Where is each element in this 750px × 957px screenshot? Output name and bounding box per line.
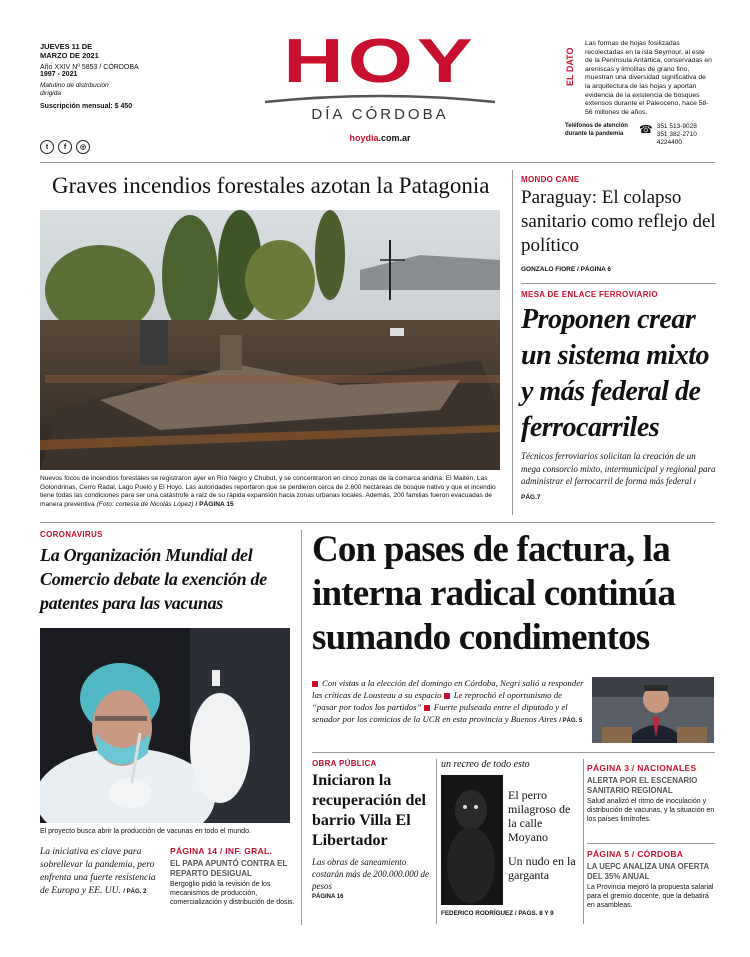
recreo-kicker: un recreo de todo esto xyxy=(441,759,530,770)
mondo-cane-kicker: MONDO CANE xyxy=(521,175,580,184)
p3-story xyxy=(587,763,715,824)
recreo-item-2[interactable]: Un nudo en la garganta xyxy=(508,854,576,882)
politician-photo xyxy=(592,677,714,743)
recreo-items xyxy=(508,788,578,882)
phone-1[interactable]: 351 513-9028 xyxy=(656,123,697,131)
el-dato-text: Las formas de hojas fosilizadas recolectadas en la isla Seymour, al este de la Península Antártica, conservadas en areniscas y limolitas de grano fino, muestran una diversidad significativa de la arquitectura de las hojas y aportan evidencia de la existencia de bosques extensos durante el Paleoceno, hace 58-56 millones de años. xyxy=(585,40,712,116)
left-column-divider xyxy=(301,530,302,925)
radical-bullet-1: Con vistas a la elección del domingo en Córdoba, Negri salió a responder las críticas de Lousteau a su espacio xyxy=(312,678,584,700)
coronavirus-body-text: La iniciativa es clave para sobrellevar la pandemia, pero enfrenta una fuerte resistencia de Europa y EE. UU. xyxy=(40,847,156,896)
lead-caption xyxy=(40,475,500,509)
p3-kicker[interactable]: PÁGINA 3 / NACIONALES xyxy=(587,763,697,773)
logo-block xyxy=(260,27,500,143)
subscription: Suscripción mensual: $ 450 xyxy=(40,103,133,110)
recreo-byline: FEDERICO RODRÍGUEZ / PAGS. 8 Y 9 xyxy=(441,910,554,917)
phone-block xyxy=(565,123,715,147)
bullet-icon xyxy=(444,693,450,699)
tagline: Matutino de distribución dirigida xyxy=(40,82,109,97)
coronavirus-page[interactable]: / PÁG. 2 xyxy=(123,889,147,895)
edition-number: Año XXIV Nº 5853 / CÓRDOBA xyxy=(40,64,139,71)
ferro-headline[interactable]: Proponen crear un sistema mixto y más federal de ferrocarriles xyxy=(521,304,710,443)
lead-photo xyxy=(40,210,500,470)
radical-bullet-3: Fuerte pulseada entre el diputado y el senador por los comicios de la UCR en esta provincia y Buenos Aires xyxy=(312,702,568,724)
vaccine-caption: El proyecto busca abrir la producción de vacunas en todo el mundo. xyxy=(40,828,251,835)
radical-divider xyxy=(312,752,715,753)
ferro-page[interactable]: / PÁG.7 xyxy=(521,479,696,501)
el-dato-label: EL DATO xyxy=(565,47,575,86)
coronavirus-story xyxy=(40,530,295,615)
p3-divider xyxy=(587,843,715,844)
coronavirus-headline[interactable]: La Organización Mundial del Comercio debate la exención de patentes para las vacunas xyxy=(40,545,267,613)
p14-body: Bergoglio pidió la revisión de los mecanismos de producción, comercialización y distribución de dosis. xyxy=(170,881,295,906)
obra-headline[interactable]: Iniciaron la recuperación del barrio Villa El Libertador xyxy=(312,772,426,849)
mondo-cane xyxy=(521,175,716,273)
lead-headline[interactable]: Graves incendios forestales azotan la Patagonia xyxy=(52,173,490,198)
twitter-icon[interactable]: t xyxy=(40,140,54,154)
facebook-icon[interactable]: f xyxy=(58,140,72,154)
logo[interactable]: HOY xyxy=(283,27,477,96)
obra-story xyxy=(312,759,432,900)
recreo-divider xyxy=(583,759,584,924)
edition-date: JUEVES 11 DE MARZO DE 2021 xyxy=(40,42,99,60)
ferro-story xyxy=(521,290,716,504)
instagram-icon[interactable]: ◎ xyxy=(76,140,90,154)
mondo-cane-byline: GONZALO FIORE / PÁGINA 6 xyxy=(521,266,612,273)
coronavirus-kicker: CORONAVIRUS xyxy=(40,530,103,539)
ferro-body-text: Técnicos ferroviarios solicitan la creación de un mega consorcio mixto, intermunicipal y regional para administrar el ferrocarril de forma más federal xyxy=(521,451,716,486)
phone-3[interactable]: 4224400 xyxy=(656,139,683,147)
phone-icon: ☎ xyxy=(639,124,653,137)
lead-caption-text: Nuevos focos de incendios forestales se registraron ayer en Río Negro y Chubut, y se concentraron en cinco zonas de la comarca andina: El Maitén, Las Golondrinas, Cerro Radal, Lago Puelo y El Hoyo. Las autoridades reportaron que se perdieron cerca de 2.600 hectáreas de bosque nativo y que el incendio tiene todas las condiciones para ser una catástrofe a raíz de su rápida expansión hacia zonas urbanas locales. Además, 200 familias fueron evacuadas de manera preventiva xyxy=(40,475,496,508)
obra-divider xyxy=(436,759,437,924)
radical-bullets xyxy=(312,677,584,727)
ferro-body xyxy=(521,450,716,504)
coronavirus-body xyxy=(40,846,160,899)
p5-body: La Provincia mejoró la propuesta salarial para el gremio docente, que la debatirá en asambleas. xyxy=(587,884,714,909)
p14-kicker[interactable]: PÁGINA 14 / INF. GRAL. xyxy=(170,846,273,856)
website-link[interactable]: hoydia.com.ar xyxy=(349,133,411,143)
radical-bullet-2: Le reprochó el oportunismo de “pasar por todos los partidos” xyxy=(312,690,563,712)
bullet-icon xyxy=(424,705,430,711)
p3-body: Salud analizó el ritmo de inoculación y distribución de vacunas, y la situación en los países limítrofes. xyxy=(587,798,715,823)
obra-page[interactable]: PÁGINA 16 xyxy=(312,894,344,900)
obra-kicker: OBRA PÚBLICA xyxy=(312,759,377,768)
p14-headline[interactable]: EL PAPA APUNTÓ CONTRA EL REPARTO DESIGUAL xyxy=(170,859,288,878)
lead-caption-credit: (Foto: cortesía de Nicolás López) xyxy=(96,500,194,508)
radical-page[interactable]: / PÁG. 5 xyxy=(559,718,583,724)
lead-caption-page[interactable]: / PÁGINA 15 xyxy=(195,500,234,508)
masthead-info xyxy=(40,42,160,110)
recreo-story xyxy=(441,759,578,770)
p5-headline[interactable]: LA UEPC ANALIZA UNA OFERTA DEL 35% ANUAL xyxy=(587,862,709,881)
mondo-divider xyxy=(521,283,716,284)
dog-photo xyxy=(441,775,503,905)
section-divider xyxy=(40,522,715,523)
p3-headline[interactable]: ALERTA POR EL ESCENARIO SANITARIO REGIONAL xyxy=(587,776,698,795)
mondo-cane-headline[interactable]: Paraguay: El colapso sanitario como reflejo del político xyxy=(521,187,716,256)
obra-body: Las obras de saneamiento costarán más de 200.000.000 de pesos xyxy=(312,857,429,891)
recreo-item-1[interactable]: El perro milagroso de la calle Moyano xyxy=(508,788,571,844)
phone-2[interactable]: 351 382-2710 xyxy=(656,131,697,139)
phone-label: Teléfonos de atención durante la pandemia xyxy=(565,123,628,137)
bullet-icon xyxy=(312,681,318,687)
p14-story xyxy=(170,846,295,907)
el-dato-box xyxy=(565,40,715,147)
p5-kicker[interactable]: PÁGINA 5 / CÓRDOBA xyxy=(587,849,684,859)
logo-subtitle: DÍA CÓRDOBA xyxy=(311,106,449,123)
lead-column-divider xyxy=(512,170,513,515)
masthead-divider xyxy=(40,162,715,163)
social-links xyxy=(40,140,94,154)
ferro-kicker: MESA DE ENLACE FERROVIARIO xyxy=(521,290,658,299)
vaccine-photo xyxy=(40,628,290,823)
p5-story xyxy=(587,849,715,910)
edition-years: 1997 - 2021 xyxy=(40,71,78,78)
radical-headline[interactable]: Con pases de factura, la interna radical continúa sumando condimentos xyxy=(312,529,676,658)
